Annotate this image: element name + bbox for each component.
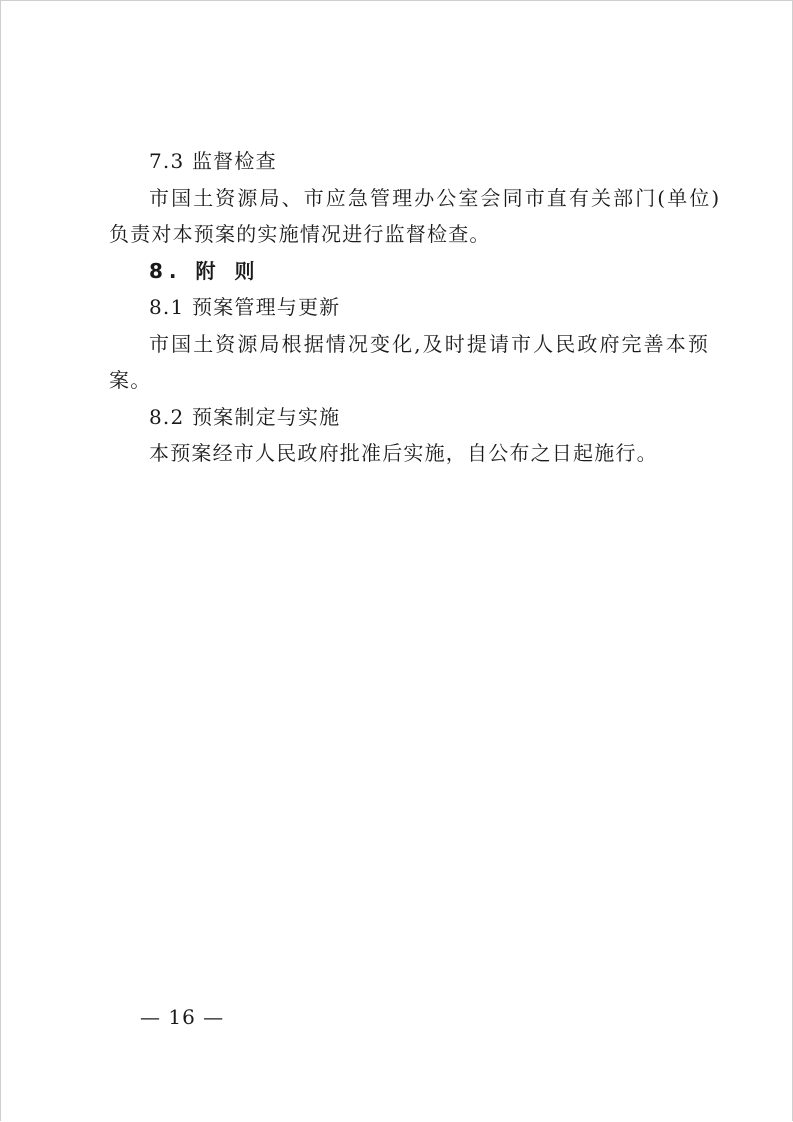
paragraph-line: 负责对本预案的实施情况进行监督检查。 [109, 222, 491, 246]
document-body [109, 148, 722, 477]
page-number: — 16 — [140, 1005, 225, 1029]
section-heading-7-3: 7.3 监督检查 [149, 149, 277, 173]
section-heading-8-2: 8.2 预案制定与实施 [149, 404, 341, 429]
paragraph-line: 市国土资源局根据情况变化,及时提请市人民政府完善本预 [149, 331, 710, 356]
paragraph-line: 市国土资源局、市应急管理办公室会同市直有关部门(单位) [149, 185, 722, 210]
section-heading-8-1: 8.1 预案管理与更新 [149, 295, 341, 319]
chapter-heading-8: 8. 附 则 [149, 258, 261, 283]
paragraph-line: 案。 [109, 368, 152, 392]
paragraph-line: 本预案经市人民政府批准后实施，自公布之日起施行。 [149, 441, 658, 465]
